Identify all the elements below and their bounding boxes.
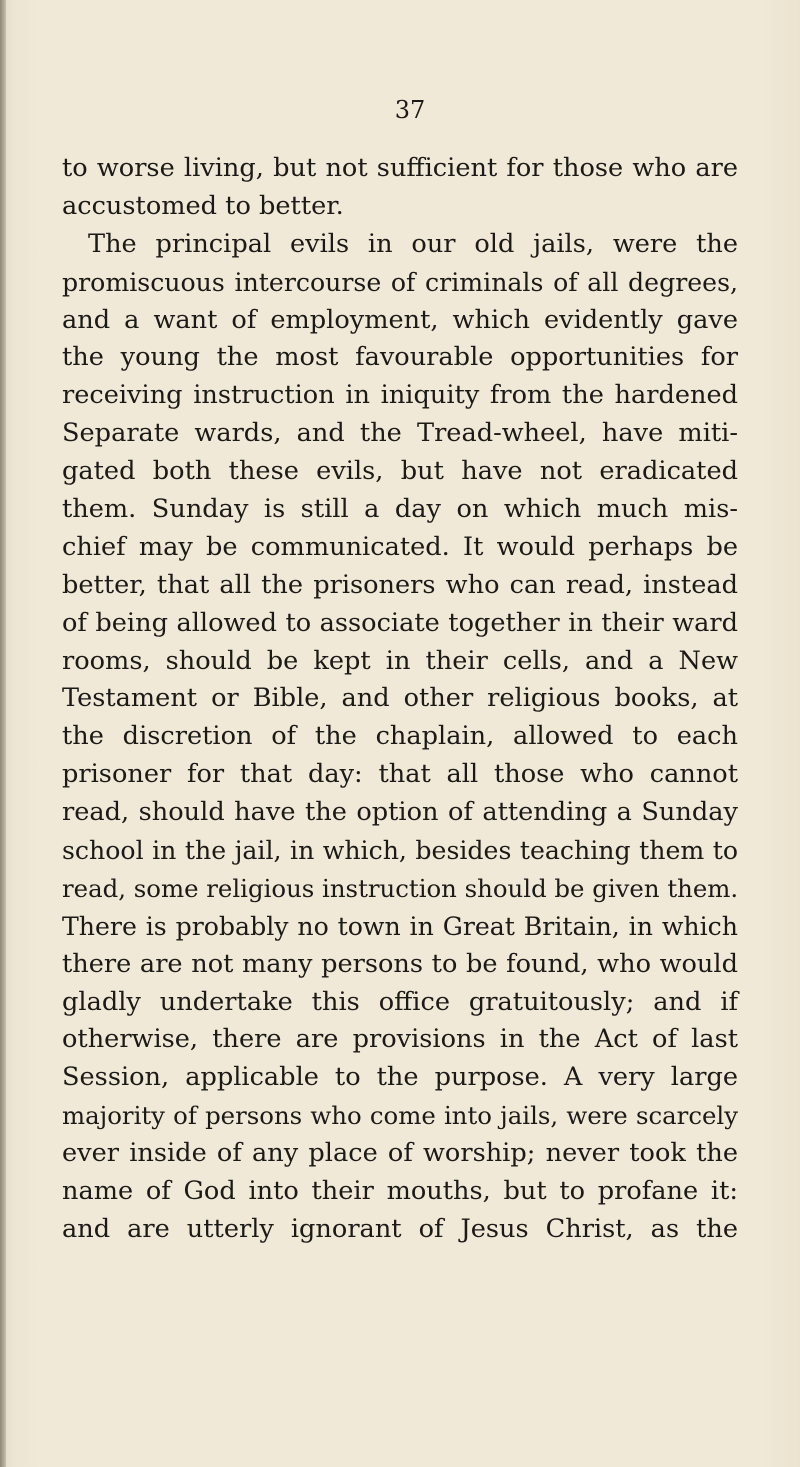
text-line: of being allowed to associate together in their ward <box>62 607 738 638</box>
text-line: the young the most favourable opportunities for <box>62 342 738 373</box>
page-number: 37 <box>394 96 426 124</box>
text-line: receiving instruction in iniquity from the hardened <box>62 380 738 411</box>
text-line: ever inside of any place of worship; never took the <box>62 1138 738 1169</box>
text-line: name of God into their mouths, but to profane it: <box>62 1176 738 1207</box>
text-line: chief may be communicated. It would perhaps be <box>62 531 738 562</box>
text-line: rooms, should be kept in their cells, and a New <box>62 645 738 676</box>
text-line: gladly undertake this office gratuitously; and if <box>62 986 738 1017</box>
text-line: There is probably no town in Great Britain, in which <box>62 911 738 941</box>
text-line: promiscuous intercourse of criminals of all degrees, <box>62 267 738 297</box>
text-line: and a want of employment, which evidently gave <box>62 304 738 335</box>
text-line: Session, applicable to the purpose. A very large <box>62 1062 738 1093</box>
text-line: Testament or Bible, and other religious books, at <box>62 683 738 714</box>
text-line: read, should have the option of attending a Sunday <box>62 797 738 828</box>
text-line: gated both these evils, but have not eradicated <box>62 456 738 487</box>
text-line: school in the jail, in which, besides teaching them to <box>62 836 738 866</box>
text-line: to worse living, but not sufficient for those who are <box>62 153 738 183</box>
text-line: The principal evils in our old jails, were the <box>88 228 738 259</box>
text-line: majority of persons who come into jails, were scarcely <box>62 1101 738 1131</box>
text-line: and are utterly ignorant of Jesus Christ, as the <box>62 1213 738 1244</box>
text-line: otherwise, there are provisions in the Act of last <box>62 1024 738 1055</box>
body-text <box>62 150 738 1249</box>
binding-edge <box>0 0 6 1467</box>
text-line: there are not many persons to be found, who would <box>62 948 738 979</box>
text-line: prisoner for that day: that all those who cannot <box>62 759 738 790</box>
text-line: Separate wards, and the Tread-wheel, have miti- <box>62 418 738 449</box>
text-line: the discretion of the chaplain, allowed to each <box>62 721 738 752</box>
text-line: accustomed to better. <box>62 190 344 221</box>
text-line: better, that all the prisoners who can read, instead <box>62 569 738 600</box>
text-line: them. Sunday is still a day on which much mis- <box>62 494 738 525</box>
text-line: read, some religious instruction should be given them. <box>62 873 739 903</box>
